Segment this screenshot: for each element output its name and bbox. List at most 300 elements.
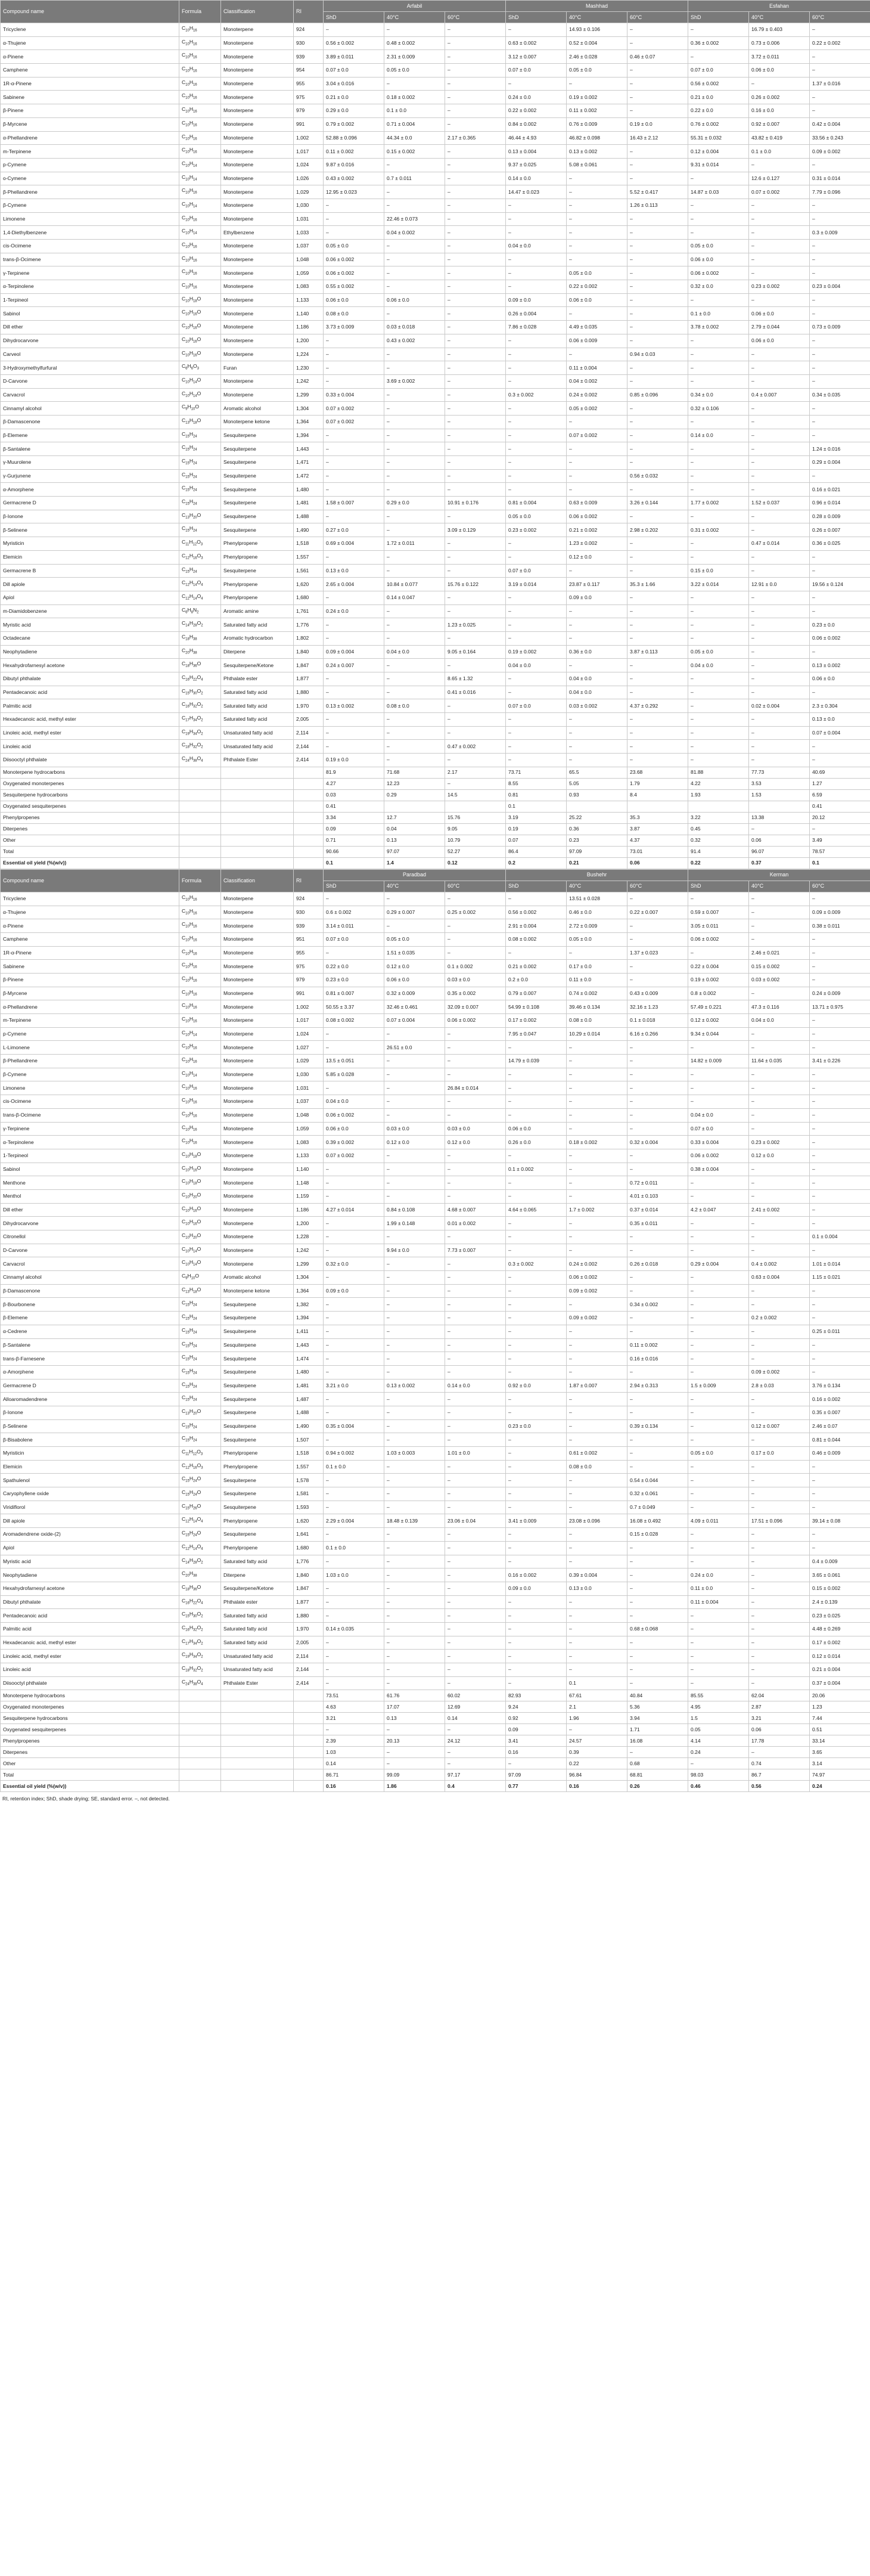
value-cell: – (810, 754, 870, 767)
value-cell: – (627, 686, 688, 699)
value-cell: – (445, 1460, 506, 1474)
compound-name: Sesquiterpene hydrocarbons (1, 1713, 179, 1724)
value-cell: – (567, 1501, 627, 1514)
value-cell: 5.08 ± 0.061 (567, 158, 627, 172)
value-cell: 0.15 ± 0.028 (627, 1528, 688, 1542)
formula-cell: $C_{16}H_{22}O_4$ (179, 1595, 221, 1609)
classification-cell: Monoterpene (221, 77, 294, 91)
value-cell: – (567, 631, 627, 645)
ri-cell: 1,581 (294, 1487, 324, 1501)
value-cell: – (688, 172, 749, 185)
table-row (1, 1108, 870, 1122)
value-cell: 8.55 (506, 778, 567, 789)
value-cell (384, 801, 445, 812)
table-row (1, 1769, 870, 1781)
value-cell: 3.72 ± 0.011 (749, 50, 810, 64)
ri-cell: 1,490 (294, 1419, 324, 1433)
value-cell: 0.06 ± 0.002 (324, 253, 384, 266)
value-cell: – (749, 348, 810, 361)
value-cell: – (688, 23, 749, 37)
compound-name: β-Phellandrene (1, 1055, 179, 1068)
value-cell: 2.98 ± 0.202 (627, 523, 688, 537)
value-cell: – (384, 1758, 445, 1769)
classification-cell: Monoterpene ketone (221, 1284, 294, 1298)
value-cell: 0.14 ± 0.0 (445, 1379, 506, 1393)
value-cell: – (567, 1541, 627, 1555)
value-cell: – (384, 1230, 445, 1244)
value-cell: – (749, 1284, 810, 1298)
formula-cell: $C_{10}H_{14}O$ (179, 388, 221, 402)
table-row (1, 1393, 870, 1406)
compound-name: Dill ether (1, 1203, 179, 1217)
compound-name: Sabinene (1, 91, 179, 104)
value-cell: 0.23 ± 0.0 (506, 1419, 567, 1433)
ri-cell: 1,880 (294, 1609, 324, 1623)
ri-cell (294, 1701, 324, 1713)
formula-cell: $C_{10}H_{16}$ (179, 280, 221, 294)
value-cell: – (749, 1582, 810, 1595)
ri-cell: 1,518 (294, 1447, 324, 1461)
value-cell: 32.16 ± 1.23 (627, 1000, 688, 1014)
value-cell: – (384, 1487, 445, 1501)
ri-cell: 1,776 (294, 618, 324, 632)
ri-cell: 1,840 (294, 645, 324, 659)
value-cell: – (445, 104, 506, 118)
value-cell: – (810, 91, 870, 104)
value-cell: – (324, 1027, 384, 1041)
classification-cell: Sesquiterpene (221, 442, 294, 456)
value-cell: 0.21 ± 0.002 (506, 960, 567, 974)
value-cell: – (627, 1541, 688, 1555)
value-cell: – (384, 1055, 445, 1068)
ri-cell: 1,364 (294, 415, 324, 429)
ri-cell: 1,680 (294, 591, 324, 605)
compound-name: Cinnamyl alcohol (1, 1271, 179, 1285)
compound-name: Alloaromadendrene (1, 1393, 179, 1406)
value-cell: 0.26 ± 0.002 (749, 91, 810, 104)
value-cell: – (384, 402, 445, 416)
ri-cell: 1,033 (294, 226, 324, 240)
value-cell: – (445, 442, 506, 456)
value-cell: – (627, 1081, 688, 1095)
value-cell: 0.04 ± 0.0 (506, 240, 567, 253)
value-cell: 9.24 (506, 1701, 567, 1713)
value-cell: – (627, 1325, 688, 1338)
value-cell: – (749, 987, 810, 1000)
formula-cell: $C_{10}H_{16}$ (179, 23, 221, 37)
value-cell: – (324, 740, 384, 754)
value-cell: – (749, 906, 810, 919)
formula-cell (179, 778, 221, 789)
compound-name: trans-β-Farnesene (1, 1352, 179, 1366)
compound-name: β-Ionone (1, 510, 179, 523)
value-cell: 2.79 ± 0.044 (749, 321, 810, 334)
compound-name: D-Carvone (1, 1244, 179, 1257)
value-cell: 2.46 ± 0.028 (567, 50, 627, 64)
value-cell: – (567, 1189, 627, 1203)
classification-cell: Sesquiterpene (221, 1393, 294, 1406)
value-cell: – (627, 402, 688, 416)
classification-cell: Saturated fatty acid (221, 1636, 294, 1650)
value-cell: 0.8 ± 0.002 (688, 987, 749, 1000)
ri-cell (294, 1781, 324, 1792)
compound-name: Neophytadiene (1, 645, 179, 659)
classification-cell: Phenylpropene (221, 550, 294, 564)
classification-cell: Monoterpene (221, 987, 294, 1000)
classification-cell: Monoterpene (221, 266, 294, 280)
value-cell: – (445, 1027, 506, 1041)
value-cell: 86.7 (749, 1769, 810, 1781)
value-cell: 0.05 ± 0.0 (324, 240, 384, 253)
compound-name: Linoleic acid (1, 740, 179, 754)
value-cell: 0.56 ± 0.032 (627, 469, 688, 483)
value-cell: – (810, 1176, 870, 1190)
value-cell: – (749, 1650, 810, 1663)
formula-cell: $C_{15}H_{30}O_2$ (179, 686, 221, 699)
value-cell: – (627, 361, 688, 375)
value-cell: 0.25 ± 0.002 (445, 906, 506, 919)
value-cell: – (567, 307, 627, 321)
value-cell: – (688, 1622, 749, 1636)
value-cell: – (627, 618, 688, 632)
col-header-compound: Compound name (1, 869, 179, 892)
classification-cell: Monoterpene (221, 348, 294, 361)
value-cell: 3.73 ± 0.009 (324, 321, 384, 334)
value-cell: – (749, 823, 810, 835)
classification-cell: Monoterpene (221, 145, 294, 159)
value-cell: 0.37 ± 0.004 (810, 1676, 870, 1690)
classification-cell: Sesquiterpene/Ketone (221, 659, 294, 672)
value-cell: 9.37 ± 0.025 (506, 158, 567, 172)
ri-cell: 1,024 (294, 1027, 324, 1041)
value-cell: – (324, 1244, 384, 1257)
table-row (1, 91, 870, 104)
value-cell: – (506, 1312, 567, 1325)
value-cell: – (384, 307, 445, 321)
value-cell: 5.52 ± 0.417 (627, 185, 688, 199)
value-cell: – (567, 1217, 627, 1230)
value-cell: – (749, 1622, 810, 1636)
compound-name: Monoterpene hydrocarbons (1, 1690, 179, 1701)
compound-name: trans-β-Ocimene (1, 253, 179, 266)
value-cell: 0.06 ± 0.0 (384, 293, 445, 307)
value-cell: – (506, 199, 567, 212)
condition-header: ShD (324, 881, 384, 892)
compound-name: 1-Terpineol (1, 1149, 179, 1163)
value-cell: – (445, 280, 506, 294)
value-cell: – (506, 1528, 567, 1542)
value-cell: 0.81 ± 0.044 (810, 1433, 870, 1447)
formula-cell: $C_{10}H_{18}O$ (179, 1149, 221, 1163)
formula-cell: $C_{15}H_{24}$ (179, 564, 221, 578)
value-cell: – (627, 550, 688, 564)
table-row (1, 185, 870, 199)
compound-name: Diterpenes (1, 823, 179, 835)
value-cell: – (384, 1622, 445, 1636)
formula-cell: $C_{10}H_{18}O$ (179, 1176, 221, 1190)
value-cell: – (627, 429, 688, 442)
value-cell: – (810, 199, 870, 212)
value-cell: – (445, 550, 506, 564)
value-cell: – (627, 1068, 688, 1081)
value-cell: 0.24 ± 0.009 (810, 987, 870, 1000)
classification-cell: Sesquiterpene (221, 1379, 294, 1393)
value-cell: 0.07 ± 0.0 (506, 564, 567, 578)
table-row (1, 1122, 870, 1136)
table-row (1, 1244, 870, 1257)
value-cell: – (749, 1217, 810, 1230)
table-row (1, 483, 870, 497)
value-cell: 0.07 ± 0.004 (384, 1014, 445, 1028)
value-cell: – (445, 226, 506, 240)
value-cell: 0.23 ± 0.0 (324, 973, 384, 987)
classification-cell: Monoterpene (221, 36, 294, 50)
value-cell: – (567, 1365, 627, 1379)
table-row (1, 1650, 870, 1663)
ri-cell: 2,414 (294, 1676, 324, 1690)
value-cell: – (688, 293, 749, 307)
value-cell: 0.14 ± 0.047 (384, 591, 445, 605)
value-cell: – (506, 1149, 567, 1163)
value-cell: – (445, 1622, 506, 1636)
compound-name: β-Elemene (1, 429, 179, 442)
value-cell: – (627, 1636, 688, 1650)
value-cell: – (810, 469, 870, 483)
col-header-classification: Classification (221, 869, 294, 892)
value-cell: 0.32 ± 0.061 (627, 1487, 688, 1501)
value-cell: – (445, 1108, 506, 1122)
value-cell: 1.37 ± 0.016 (810, 77, 870, 91)
value-cell: – (749, 1555, 810, 1568)
formula-cell: $C_{10}H_{16}$ (179, 240, 221, 253)
ri-cell: 1,620 (294, 1514, 324, 1528)
value-cell: – (627, 172, 688, 185)
value-cell: 0.41 (324, 801, 384, 812)
value-cell: – (506, 1230, 567, 1244)
value-cell: – (445, 1189, 506, 1203)
value-cell: 0.24 ± 0.0 (688, 1568, 749, 1582)
ri-cell: 1,641 (294, 1528, 324, 1542)
classification-cell: Saturated fatty acid (221, 1609, 294, 1623)
value-cell: 14.87 ± 0.03 (688, 185, 749, 199)
value-cell: – (384, 605, 445, 618)
compound-name: Hexadecanoic acid, methyl ester (1, 1636, 179, 1650)
value-cell: 0.28 ± 0.009 (810, 510, 870, 523)
value-cell: – (749, 293, 810, 307)
formula-cell: $C_{15}H_{24}O$ (179, 1528, 221, 1542)
value-cell: 0.06 ± 0.002 (445, 1014, 506, 1028)
value-cell: 0.21 ± 0.0 (324, 91, 384, 104)
table-row (1, 1230, 870, 1244)
value-cell: – (445, 631, 506, 645)
value-cell: 24.12 (445, 1735, 506, 1747)
value-cell: 0.15 ± 0.0 (688, 564, 749, 578)
value-cell: – (688, 1636, 749, 1650)
value-cell: – (627, 212, 688, 226)
classification-cell: Aromatic hydrocarbon (221, 631, 294, 645)
value-cell: 0.09 (324, 823, 384, 835)
value-cell: 4.63 (324, 1701, 384, 1713)
value-cell: 15.76 (445, 812, 506, 823)
value-cell: – (506, 1650, 567, 1663)
value-cell: – (749, 456, 810, 470)
value-cell: – (384, 659, 445, 672)
table-row (1, 1014, 870, 1028)
compound-name: Total (1, 846, 179, 857)
value-cell: – (688, 226, 749, 240)
classification-cell: Sesquiterpene (221, 1433, 294, 1447)
table-row (1, 1041, 870, 1055)
classification-cell: Monoterpene (221, 91, 294, 104)
value-cell: 0.07 ± 0.0 (506, 64, 567, 78)
classification-cell: Monoterpene (221, 1217, 294, 1230)
ri-cell (294, 1747, 324, 1758)
value-cell: – (324, 1650, 384, 1663)
value-cell: 0.07 ± 0.002 (749, 185, 810, 199)
formula-cell: $C_{10}H_{16}$ (179, 64, 221, 78)
classification-cell: Sesquiterpene (221, 456, 294, 470)
value-cell: – (688, 672, 749, 686)
value-cell: 10.84 ± 0.077 (384, 578, 445, 591)
value-cell: 6.59 (810, 789, 870, 801)
value-cell: – (384, 1068, 445, 1081)
value-cell: – (810, 23, 870, 37)
value-cell: 1.58 ± 0.007 (324, 497, 384, 510)
ri-cell: 1,186 (294, 1203, 324, 1217)
formula-cell: $C_{18}H_{36}O$ (179, 1582, 221, 1595)
value-cell: 0.84 ± 0.002 (506, 117, 567, 131)
location-header: Bushehr (506, 869, 688, 881)
value-cell: 73.71 (506, 767, 567, 778)
value-cell: – (810, 1352, 870, 1366)
value-cell: 0.55 ± 0.002 (324, 280, 384, 294)
value-cell: – (627, 960, 688, 974)
value-cell: 0.25 ± 0.011 (810, 1325, 870, 1338)
value-cell: 0.15 ± 0.002 (384, 145, 445, 159)
value-cell: 1.99 ± 0.148 (384, 1217, 445, 1230)
value-cell: – (688, 1758, 749, 1769)
value-cell: 0.35 ± 0.002 (445, 987, 506, 1000)
formula-cell: $C_{11}H_{12}O_3$ (179, 1447, 221, 1461)
formula-cell: $C_{16}H_{32}O_2$ (179, 699, 221, 713)
value-cell: – (384, 754, 445, 767)
value-cell: – (688, 1555, 749, 1568)
value-cell: – (324, 631, 384, 645)
table-row (1, 1528, 870, 1542)
value-cell: 0.16 (506, 1747, 567, 1758)
value-cell: – (688, 1528, 749, 1542)
col-header-ri: RI (294, 869, 324, 892)
classification-cell: Monoterpene (221, 321, 294, 334)
value-cell: 0.06 ± 0.002 (567, 510, 627, 523)
ri-cell: 1,474 (294, 1352, 324, 1366)
value-cell: 0.12 ± 0.0 (384, 960, 445, 974)
value-cell: 3.53 (749, 778, 810, 789)
value-cell: 2.46 ± 0.021 (749, 946, 810, 960)
value-cell: 0.24 ± 0.002 (567, 1257, 627, 1271)
value-cell: – (567, 1122, 627, 1136)
table-row (1, 1325, 870, 1338)
value-cell: 1.23 ± 0.025 (445, 618, 506, 632)
ri-cell: 1,443 (294, 1338, 324, 1352)
value-cell: – (445, 212, 506, 226)
formula-cell: $C_{18}H_{32}O_2$ (179, 740, 221, 754)
value-cell: – (688, 1663, 749, 1677)
value-cell: 0.1 ± 0.002 (506, 1163, 567, 1176)
classification-cell (221, 778, 294, 789)
table-row (1, 523, 870, 537)
value-cell: – (506, 946, 567, 960)
value-cell: 1.03 ± 0.003 (384, 1447, 445, 1461)
value-cell: 15.76 ± 0.122 (445, 578, 506, 591)
formula-cell: $C_{10}H_{16}$ (179, 145, 221, 159)
value-cell: 9.34 ± 0.044 (688, 1027, 749, 1041)
value-cell: – (384, 618, 445, 632)
value-cell: – (384, 1541, 445, 1555)
value-cell: – (749, 932, 810, 946)
formula-cell: $C_{10}H_{20}O$ (179, 1230, 221, 1244)
value-cell: 12.91 ± 0.0 (749, 578, 810, 591)
value-cell: – (324, 550, 384, 564)
value-cell: 1.4 (384, 857, 445, 869)
value-cell: – (810, 1014, 870, 1028)
ri-cell: 1,472 (294, 469, 324, 483)
value-cell: 2.8 ± 0.03 (749, 1379, 810, 1393)
value-cell: 7.95 ± 0.047 (506, 1027, 567, 1041)
value-cell: 0.09 ± 0.002 (810, 145, 870, 159)
value-cell: 0.07 ± 0.002 (324, 402, 384, 416)
value-cell: – (384, 1595, 445, 1609)
compound-name: 1R-α-Pinene (1, 946, 179, 960)
table-row (1, 835, 870, 846)
value-cell: – (445, 23, 506, 37)
value-cell: – (445, 1041, 506, 1055)
classification-cell: Unsaturated fatty acid (221, 726, 294, 740)
value-cell: – (445, 1325, 506, 1338)
classification-cell: Monoterpene (221, 212, 294, 226)
value-cell: 14.82 ± 0.009 (688, 1055, 749, 1068)
value-cell: 1.37 ± 0.023 (627, 946, 688, 960)
formula-cell: $C_{10}H_{16}$ (179, 212, 221, 226)
ri-cell: 1,242 (294, 374, 324, 388)
classification-cell: Monoterpene (221, 1108, 294, 1122)
value-cell: – (567, 659, 627, 672)
table-row (1, 280, 870, 294)
value-cell: – (506, 1217, 567, 1230)
value-cell: – (506, 280, 567, 294)
value-cell: 0.23 ± 0.025 (810, 1609, 870, 1623)
value-cell: 0.08 ± 0.0 (567, 1014, 627, 1028)
value-cell: 3.34 (324, 812, 384, 823)
value-cell: – (627, 36, 688, 50)
value-cell: – (627, 456, 688, 470)
ri-cell (294, 801, 324, 812)
value-cell: – (324, 374, 384, 388)
value-cell: 0.29 ± 0.004 (688, 1257, 749, 1271)
classification-cell: Sesquiterpene (221, 1338, 294, 1352)
value-cell: – (384, 1176, 445, 1190)
ri-cell (294, 767, 324, 778)
value-cell: 1.77 ± 0.002 (688, 497, 749, 510)
value-cell: – (384, 1108, 445, 1122)
location-header: Mashhad (506, 1, 688, 12)
value-cell: 78.57 (810, 846, 870, 857)
formula-cell: $C_{12}H_{14}O_4$ (179, 1514, 221, 1528)
value-cell: 32.09 ± 0.007 (445, 1000, 506, 1014)
value-cell: – (810, 1541, 870, 1555)
value-cell: 1.79 (627, 778, 688, 789)
value-cell: – (324, 1298, 384, 1312)
